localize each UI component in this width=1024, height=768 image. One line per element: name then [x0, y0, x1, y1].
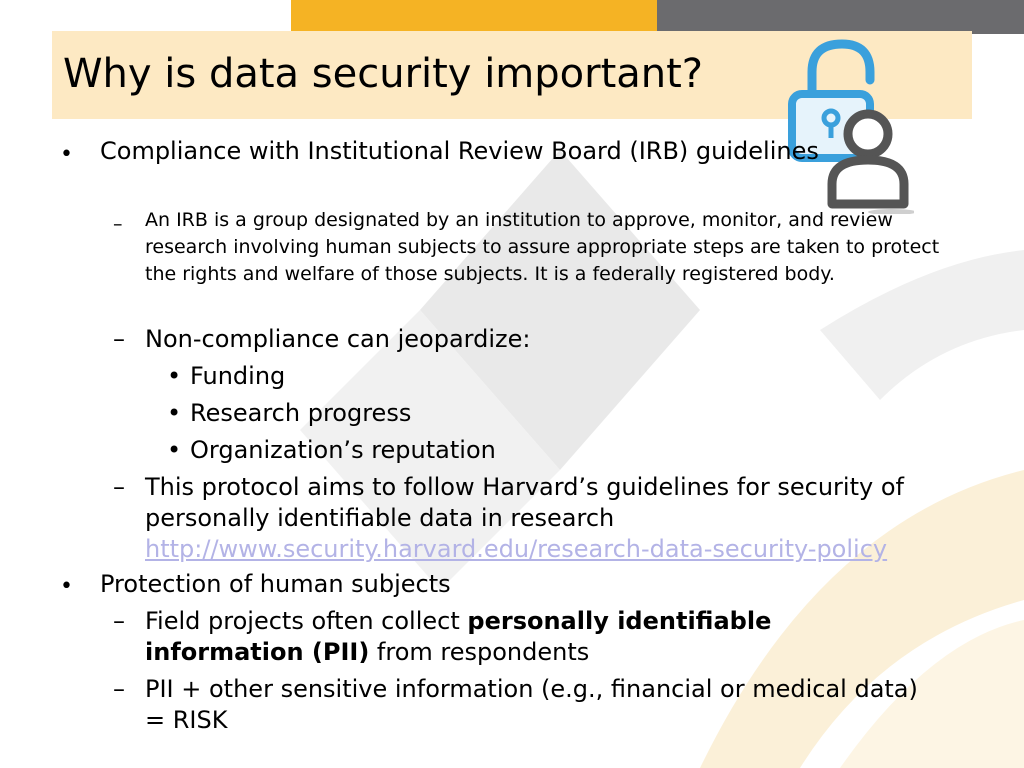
dash-marker: –: [113, 213, 123, 235]
risk-item-reputation: Organization’s reputation: [190, 436, 496, 464]
dash-marker: –: [113, 325, 125, 353]
subitem-irb-definition: An IRB is a group designated by an institution to approve, monitor, and review research involving human subjects to assure appropriate steps are taken to protect the rights and welfare of those subjects. It is a federally registered body.: [145, 209, 940, 285]
pii-suffix: from respondents: [369, 638, 590, 666]
bullet-marker: •: [60, 142, 73, 167]
subitem-harvard-protocol: [145, 472, 965, 565]
dash-marker: –: [113, 675, 125, 703]
harvard-policy-link[interactable]: http://www.security.harvard.edu/research-data-security-policy: [145, 535, 888, 563]
sub-bullet-marker: •: [167, 362, 182, 390]
slide-title: Why is data security important?: [63, 51, 704, 97]
subitem-pii-collection: [145, 606, 845, 668]
sub-bullet-marker: •: [167, 436, 182, 464]
dash-marker: –: [113, 473, 125, 501]
subitem-non-compliance: Non-compliance can jeopardize:: [145, 325, 531, 353]
risk-item-funding: Funding: [190, 362, 286, 390]
pii-prefix: Field projects often collect: [145, 607, 468, 635]
dash-marker: –: [113, 607, 125, 635]
bullet-human-subjects: Protection of human subjects: [100, 570, 451, 598]
pii-term: personally identifiable information (PII): [145, 607, 772, 666]
risk-item-research-progress: Research progress: [190, 399, 412, 427]
subitem-pii-risk: PII + other sensitive information (e.g., financial or medical data) = RISK: [145, 675, 918, 734]
bullet-irb-compliance: Compliance with Institutional Review Board (IRB) guidelines: [100, 137, 819, 165]
harvard-protocol-text: This protocol aims to follow Harvard’s guidelines for security of personally identifiable data in research: [145, 473, 904, 532]
bullet-marker: •: [60, 574, 73, 599]
sub-bullet-marker: •: [167, 399, 182, 427]
